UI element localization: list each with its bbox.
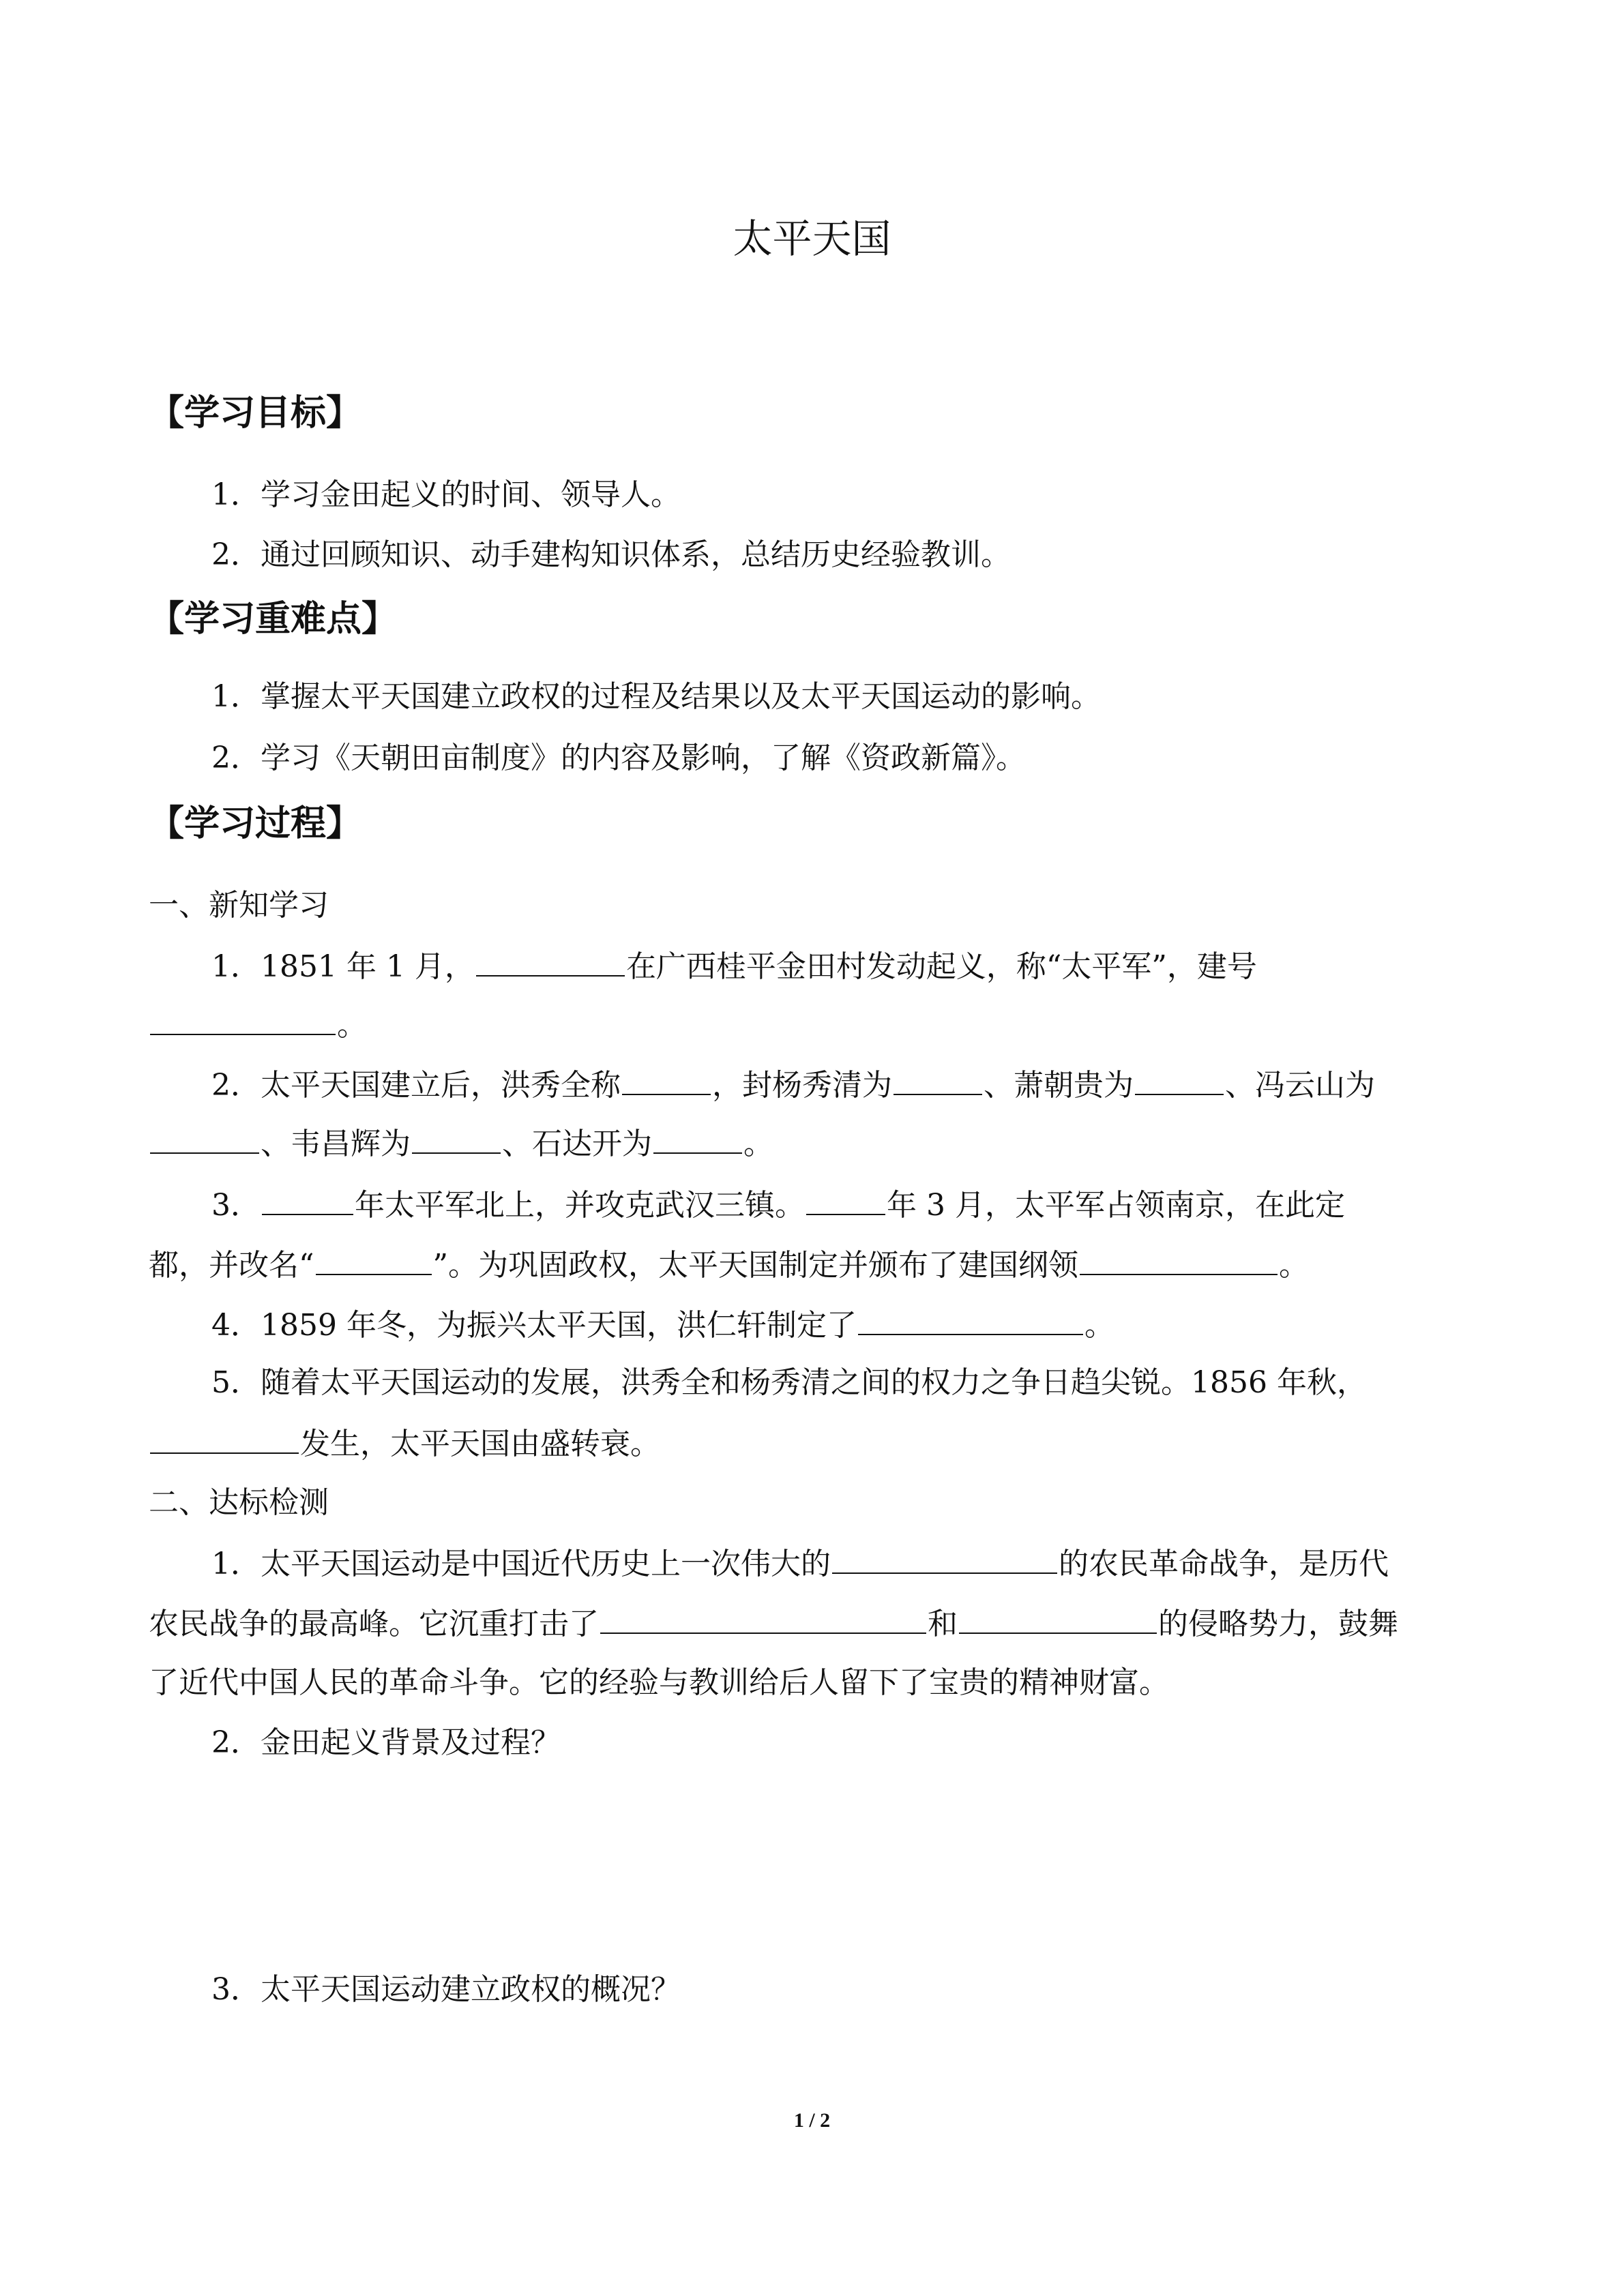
answer-blank[interactable] bbox=[476, 944, 625, 976]
goals-heading: 【学习目标】 bbox=[149, 393, 362, 434]
part1-q1-line1: 1．1851 年 1 月， 在广西桂平金田村发动起义，称“太平军”，建号 bbox=[211, 944, 1257, 989]
answer-blank[interactable] bbox=[600, 1601, 926, 1634]
page-title: 太平天国 bbox=[733, 215, 891, 262]
answer-blank[interactable] bbox=[858, 1302, 1083, 1335]
part1-q2-line2: 、韦昌辉为 、石达开为 。 bbox=[149, 1121, 773, 1166]
answer-blank[interactable] bbox=[150, 1121, 259, 1154]
part2-q1-line1: 1．太平天国运动是中国近代历史上一次伟大的 的农民革命战争，是历代 bbox=[211, 1541, 1389, 1586]
answer-blank[interactable] bbox=[150, 1421, 299, 1454]
part2-q1-line3: 了近代中国人民的革命斗争。它的经验与教训给后人留下了宝贵的精神财富。 bbox=[149, 1665, 1169, 1700]
answer-blank[interactable] bbox=[806, 1182, 885, 1215]
process-heading: 【学习过程】 bbox=[149, 803, 362, 844]
part1-q5-line2: 发生，太平天国由盛转衰。 bbox=[149, 1421, 660, 1466]
part2-q3: 3．太平天国运动建立政权的概况？ bbox=[211, 1972, 681, 2007]
part2-q2: 2．金田起义背景及过程？ bbox=[211, 1725, 561, 1760]
part1-q1-line2: 。 bbox=[149, 1002, 367, 1047]
answer-blank[interactable] bbox=[832, 1541, 1057, 1574]
answer-blank[interactable] bbox=[894, 1062, 982, 1095]
part1-q3-line2: 都，并改名“ ”。为巩固政权，太平天国制定并颁布了建国纲领 。 bbox=[149, 1242, 1309, 1287]
answer-blank[interactable] bbox=[959, 1601, 1157, 1634]
key-point-item: 2．学习《天朝田亩制度》的内容及影响，了解《资政新篇》。 bbox=[211, 741, 1026, 775]
page-number: 1 / 2 bbox=[793, 2109, 831, 2132]
part1-q3-line1: 3． 年太平军北上，并攻克武汉三镇。 年 3 月，太平军占领南京，在此定 bbox=[211, 1182, 1345, 1227]
part2-label: 二、达标检测 bbox=[149, 1485, 329, 1520]
key-points-heading: 【学习重难点】 bbox=[149, 599, 398, 640]
answer-blank[interactable] bbox=[262, 1182, 353, 1215]
part1-q2-line1: 2．太平天国建立后，洪秀全称 ，封杨秀清为 、萧朝贵为 、冯云山为 bbox=[211, 1062, 1375, 1107]
answer-blank[interactable] bbox=[653, 1121, 742, 1154]
goal-item: 1．学习金田起义的时间、领导人。 bbox=[211, 477, 681, 512]
answer-blank[interactable] bbox=[1135, 1062, 1224, 1095]
answer-blank[interactable] bbox=[412, 1121, 501, 1154]
answer-blank[interactable] bbox=[316, 1242, 432, 1275]
answer-blank[interactable] bbox=[1080, 1242, 1278, 1275]
part2-q1-line2: 农民战争的最高峰。它沉重打击了 和 的侵略势力，鼓舞 bbox=[149, 1601, 1398, 1646]
part1-q5-line1: 5．随着太平天国运动的发展，洪秀全和杨秀清之间的权力之争日趋尖锐。1856 年秋， bbox=[211, 1365, 1367, 1400]
key-point-item: 1．掌握太平天国建立政权的过程及结果以及太平天国运动的影响。 bbox=[211, 679, 1101, 714]
part1-q4: 4．1859 年冬，为振兴太平天国，洪仁轩制定了 。 bbox=[211, 1302, 1114, 1347]
answer-blank[interactable] bbox=[622, 1062, 711, 1095]
goal-item: 2．通过回顾知识、动手建构知识体系，总结历史经验教训。 bbox=[211, 537, 1011, 572]
part1-label: 一、新知学习 bbox=[149, 888, 329, 923]
answer-blank[interactable] bbox=[150, 1002, 336, 1035]
